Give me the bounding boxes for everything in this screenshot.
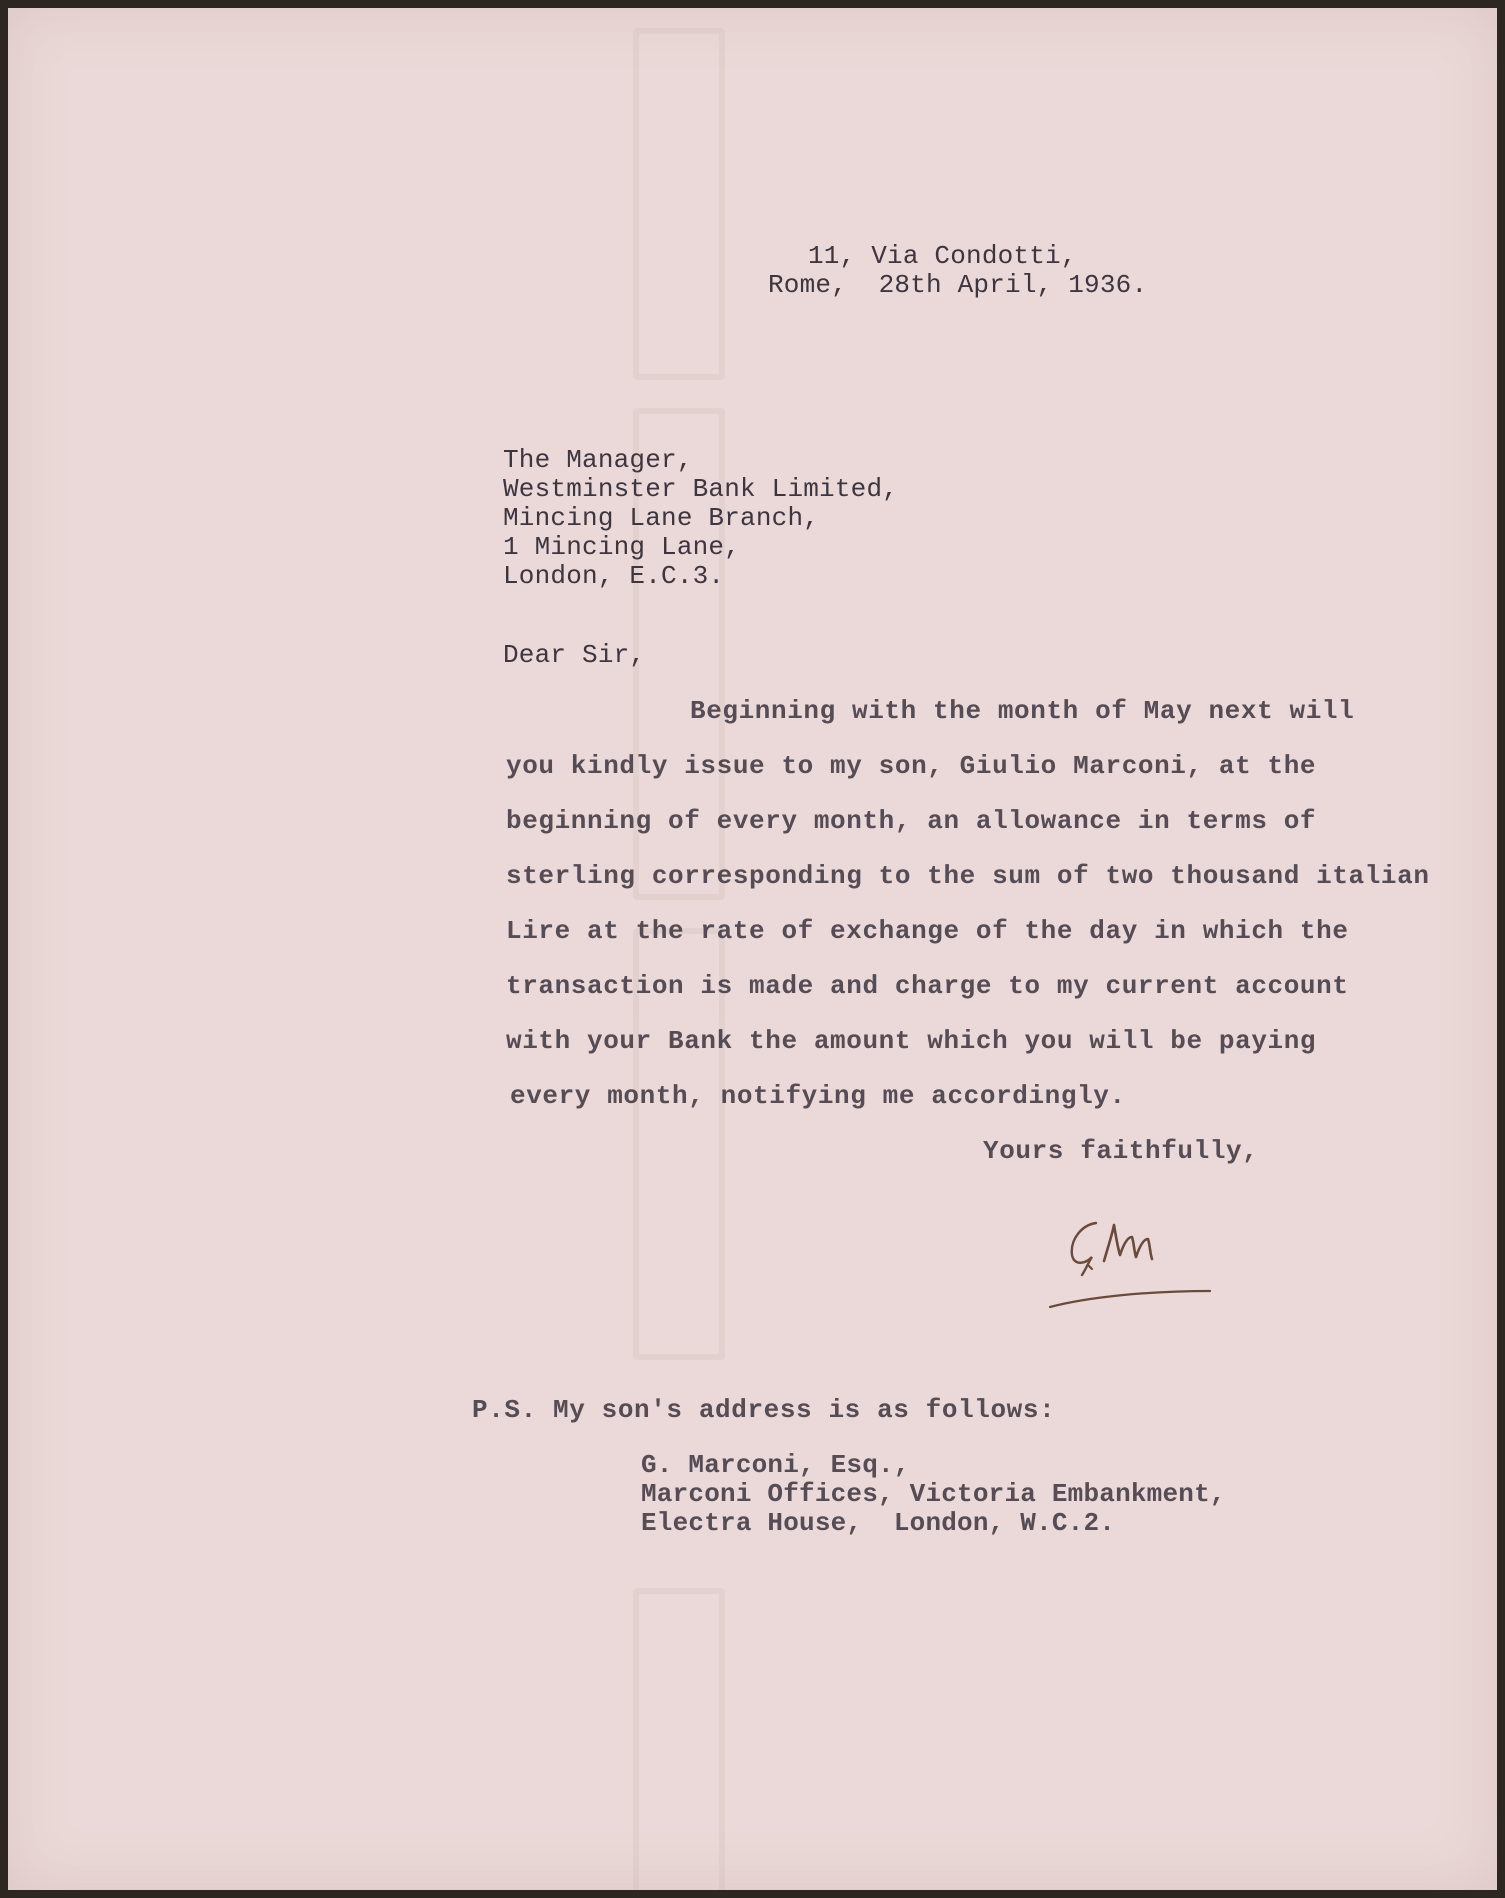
body-line: beginning of every month, an allowance in terms of <box>506 806 1317 836</box>
salutation: Dear Sir, <box>503 640 646 670</box>
son-address-line: Marconi Offices, Victoria Embankment, <box>641 1479 1226 1509</box>
body-line: every month, notifying me accordingly. <box>510 1081 1126 1111</box>
body-line: transaction is made and charge to my current account <box>506 971 1349 1001</box>
letter-page <box>8 8 1497 1890</box>
body-line: you kindly issue to my son, Giulio Marconi, at the <box>506 751 1317 781</box>
recipient-line: Westminster Bank Limited, <box>503 474 899 504</box>
body-line: with your Bank the amount which you will be paying <box>506 1026 1317 1056</box>
closing: Yours faithfully, <box>983 1136 1259 1166</box>
sender-address-line-1: 11, Via Condotti, <box>808 241 1077 271</box>
recipient-line: London, E.C.3. <box>503 561 725 591</box>
recipient-line: Mincing Lane Branch, <box>503 503 820 533</box>
postscript: P.S. My son's address is as follows: <box>472 1395 1056 1425</box>
son-address-line: G. Marconi, Esq., <box>641 1450 910 1480</box>
body-line: Beginning with the month of May next will <box>690 696 1355 726</box>
handwritten-signature <box>1048 1203 1228 1323</box>
body-line: Lire at the rate of exchange of the day in which the <box>506 916 1349 946</box>
son-address-line: Electra House, London, W.C.2. <box>641 1508 1116 1538</box>
recipient-line: 1 Mincing Lane, <box>503 532 741 562</box>
date-line: Rome, 28th April, 1936. <box>768 270 1148 300</box>
watermark <box>623 28 733 1888</box>
recipient-line: The Manager, <box>503 445 693 475</box>
body-line: sterling corresponding to the sum of two thousand italian <box>506 861 1430 891</box>
